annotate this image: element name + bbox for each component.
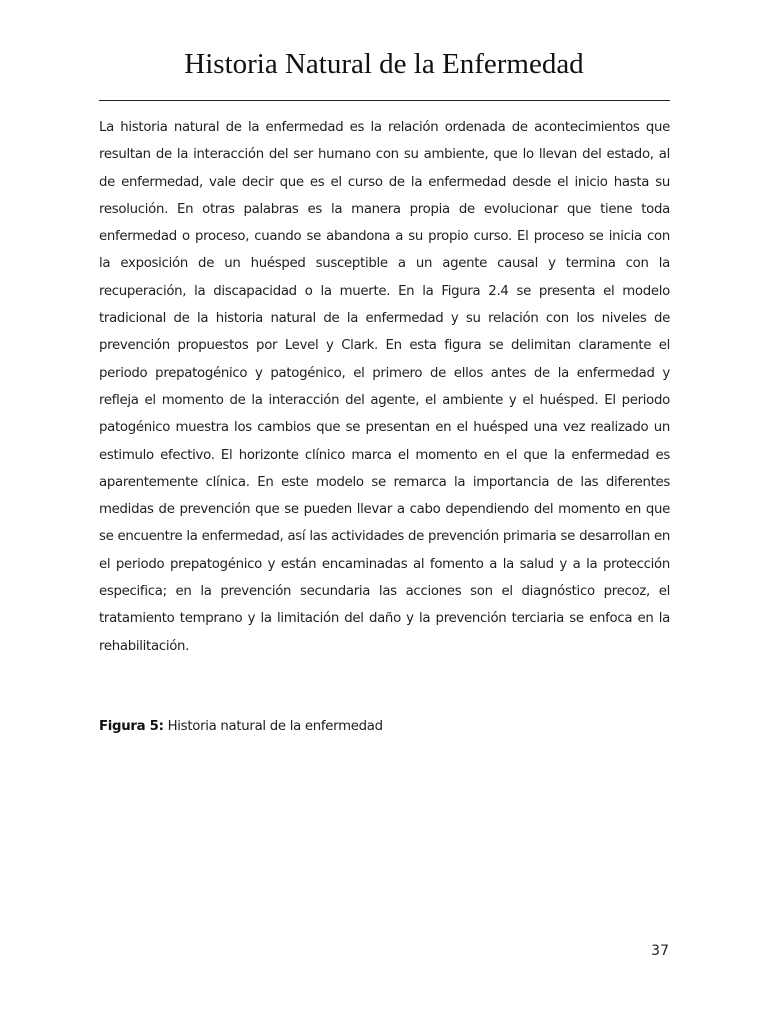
body-paragraph <box>99 114 670 660</box>
paragraph-line: tratamiento temprano y la limitación del daño y la prevención terciaria se enfoca en la <box>99 611 670 627</box>
paragraph-line: La historia natural de la enfermedad es la relación ordenada de acontecimientos que <box>99 120 670 135</box>
paragraph-line: refleja el momento de la interacción del agente, el ambiente y el huésped. El periodo <box>99 392 670 408</box>
paragraph-line: prevención propuestos por Level y Clark. En esta figura se delimitan claramente el <box>99 338 670 354</box>
paragraph-line: se encuentre la enfermedad, así las actividades de prevención primaria se desarrollan en <box>99 529 670 545</box>
paragraph-line: el periodo prepatogénico y están encaminadas al fomento a la salud y a la protección <box>99 556 670 572</box>
figure-caption-text: Historia natural de la enfermedad <box>167 719 383 734</box>
paragraph-line: especifica; en la prevención secundaria las acciones son el diagnóstico precoz, el <box>99 584 670 600</box>
paragraph-line: patogénico muestra los cambios que se presentan en el huésped una vez realizado un <box>99 420 670 436</box>
figure-caption <box>99 716 383 738</box>
paragraph-line: medidas de prevención que se pueden llevar a cabo dependiendo del momento en que <box>99 502 670 518</box>
paragraph-line: estimulo efectivo. El horizonte clínico marca el momento en el que la enfermedad es <box>99 447 670 463</box>
title-divider <box>99 100 670 101</box>
paragraph-line: la exposición de un huésped susceptible a un agente causal y termina con la <box>99 256 670 272</box>
paragraph-line: recuperación, la discapacidad o la muerte. En la Figura 2.4 se presenta el modelo <box>99 283 670 299</box>
page-title: Historia Natural de la Enfermedad <box>184 48 584 80</box>
paragraph-line: periodo prepatogénico y patogénico, el primero de ellos antes de la enfermedad y <box>99 365 670 381</box>
paragraph-line: resolución. En otras palabras es la manera propia de evolucionar que tiene toda <box>99 201 670 217</box>
page-number: 37 <box>651 943 669 959</box>
paragraph-line: resultan de la interacción del ser humano con su ambiente, que lo llevan del estado, al <box>99 147 670 163</box>
paragraph-line: enfermedad o proceso, cuando se abandona a su propio curso. El proceso se inicia con <box>99 229 670 245</box>
paragraph-line: de enfermedad, vale decir que es el curso de la enfermedad desde el inicio hasta su <box>99 174 670 190</box>
paragraph-line: rehabilitación. <box>99 638 190 654</box>
figure-caption-label: Figura 5: <box>99 719 164 734</box>
paragraph-line: aparentemente clínica. En este modelo se remarca la importancia de las diferentes <box>99 474 670 490</box>
paragraph-line: tradicional de la historia natural de la enfermedad y su relación con los niveles de <box>99 311 670 327</box>
